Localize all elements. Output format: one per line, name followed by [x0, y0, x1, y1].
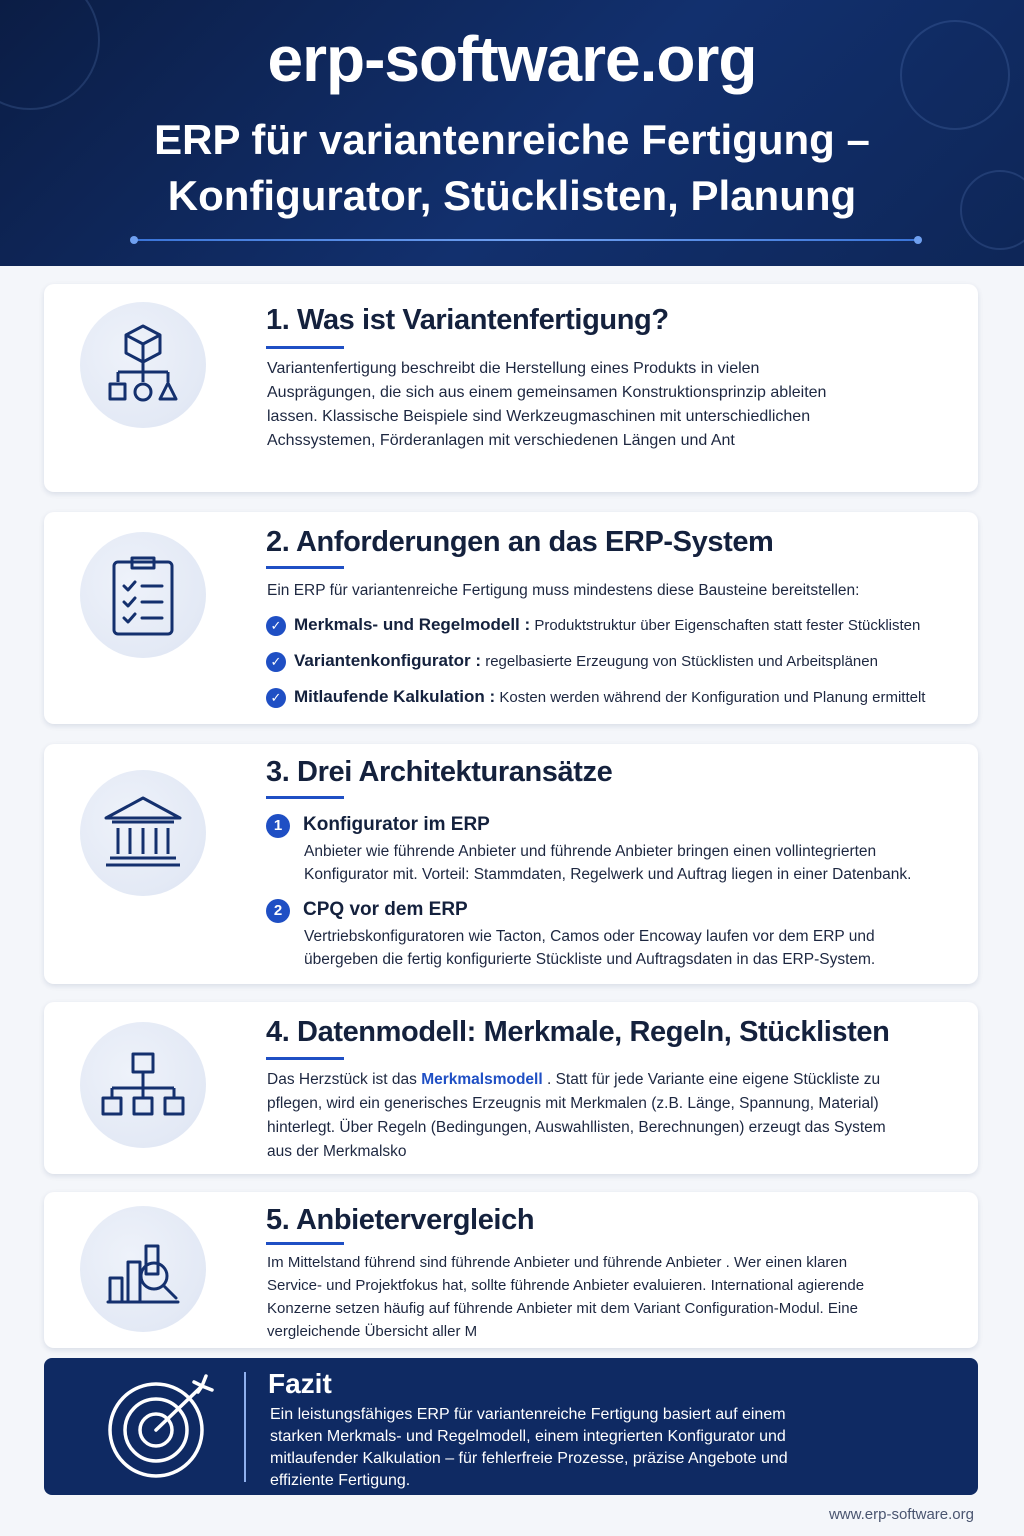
institution-icon: [98, 788, 188, 878]
conclusion-title: Fazit: [268, 1368, 332, 1399]
chart-search-icon: [98, 1224, 188, 1314]
conclusion-banner: [44, 1358, 978, 1495]
check-icon: ✓: [266, 688, 286, 708]
approach-body: [304, 840, 911, 886]
requirement-label: Mitlaufende Kalkulation :: [294, 687, 496, 706]
icon-badge: [80, 532, 206, 658]
approach-line: übergeben die fertig konfigurierte Stückliste und Auftragsdaten in das ERP-System.: [304, 951, 876, 968]
page-headline: [60, 112, 964, 224]
section-intro: Ein ERP für variantenreiche Fertigung muss mindestens diese Bausteine bereitstellen:: [267, 582, 860, 599]
approach-title: Konfigurator im ERP: [303, 814, 490, 835]
target-arrow-icon: [104, 1368, 224, 1484]
header-divider: [134, 239, 918, 241]
section-card-4: [44, 1002, 978, 1174]
clipboard-checklist-icon: [98, 550, 188, 640]
footer-url: www.erp-software.org: [828, 1506, 974, 1523]
section-title: 2. Anforderungen an das ERP-System: [266, 526, 774, 558]
icon-badge: [80, 302, 206, 428]
icon-badge: [80, 1206, 206, 1332]
title-underline: [266, 566, 344, 569]
icon-badge: [80, 770, 206, 896]
section-body: [267, 1068, 887, 1164]
site-title: erp-software.org: [267, 23, 757, 95]
approach-title: CPQ vor dem ERP: [303, 899, 468, 920]
approach-number-badge: 2: [266, 899, 290, 923]
check-icon: ✓: [266, 616, 286, 636]
section-body: Im Mittelstand führend sind führende Anbieter und führende Anbieter . Wer einen klaren Service- und Projektfokus hat, sollte führende Anbieter evaluieren. International agierende Konzerne setzen häufig auf führende Anbieter mit dem Variant Configuration-Modul. Eine vergleichende Übersicht aller M: [267, 1254, 865, 1340]
requirement-text: Produktstruktur über Eigenschaften statt fester Stücklisten: [534, 617, 921, 634]
requirement-text: regelbasierte Erzeugung von Stücklisten und Arbeitsplänen: [485, 653, 878, 670]
body-text: Das Herzstück ist das: [267, 1071, 422, 1088]
headline-line-1: ERP für variantenreiche Fertigung –: [154, 116, 870, 163]
title-underline: [266, 1057, 344, 1060]
section-body: Variantenfertigung beschreibt die Herstellung eines Produkts in vielen Ausprägungen, die sich aus einem gemeinsamen Konstruktionsprinzip ableiten lassen. Klassische Beispiele sind Werkzeugmaschinen mit unterschiedlichen Achssystemen, Förderanlagen mit verschiedenen Längen und Ant: [267, 360, 827, 449]
requirement-label: Variantenkonfigurator :: [294, 651, 482, 670]
product-variants-icon: [98, 320, 188, 410]
decor-circle: [960, 170, 1024, 250]
section-title: 4. Datenmodell: Merkmale, Regeln, Stücklisten: [266, 1016, 890, 1048]
section-card-1: [44, 284, 978, 492]
approach-line: Konfigurator mit. Vorteil: Stammdaten, Regelwerk und Auftrag liegen in einer Datenbank.: [304, 866, 912, 883]
section-title: 1. Was ist Variantenfertigung?: [266, 304, 669, 336]
section-card-2: [44, 512, 978, 724]
approach-line: Anbieter wie führende Anbieter und führende Anbieter bringen einen vollintegrierten: [304, 843, 877, 860]
header-banner: [0, 0, 1024, 266]
check-icon: ✓: [266, 652, 286, 672]
body-text: . Statt für jede Variante eine eigene Stückliste zu pflegen, wird ein generisches Erzeugnis mit Merkmalen (z.B. Länge, Spannung, Material) hinterlegt. Über Regeln (Bedingungen, Auswahllisten, Berechnungen) erzeugt das System aus der Merkmalsko: [267, 1071, 886, 1160]
conclusion-body: Ein leistungsfähiges ERP für variantenreiche Fertigung basiert auf einem starken Merkmals- und Regelmodell, einem integrierten Konfigurator und mitlaufender Kalkulation – für fehlerfreie Prozesse, präzise Angebote und effiziente Fertigung.: [270, 1406, 788, 1489]
title-underline: [266, 1242, 344, 1245]
requirement-label: Merkmals- und Regelmodell :: [294, 615, 531, 634]
approach-body: [304, 925, 875, 971]
icon-badge: [80, 1022, 206, 1148]
hierarchy-icon: [98, 1040, 188, 1130]
headline-line-2: Konfigurator, Stücklisten, Planung: [167, 172, 857, 219]
highlight-term: Merkmalsmodell: [421, 1071, 543, 1088]
title-underline: [266, 346, 344, 349]
requirement-text: Kosten werden während der Konfiguration und Planung ermittelt: [499, 689, 926, 706]
requirement-item: [266, 615, 920, 636]
section-title: 3. Drei Architekturansätze: [266, 756, 613, 788]
divider-line: [244, 1372, 246, 1482]
section-title: 5. Anbietervergleich: [266, 1204, 535, 1236]
approach-line: Vertriebskonfiguratoren wie Tacton, Camos oder Encoway laufen vor dem ERP und: [304, 928, 875, 945]
title-underline: [266, 796, 344, 799]
requirement-item: [266, 651, 878, 672]
approach-number-badge: 1: [266, 814, 290, 838]
section-card-3: [44, 744, 978, 984]
section-card-5: [44, 1192, 978, 1348]
requirement-item: [266, 687, 925, 708]
